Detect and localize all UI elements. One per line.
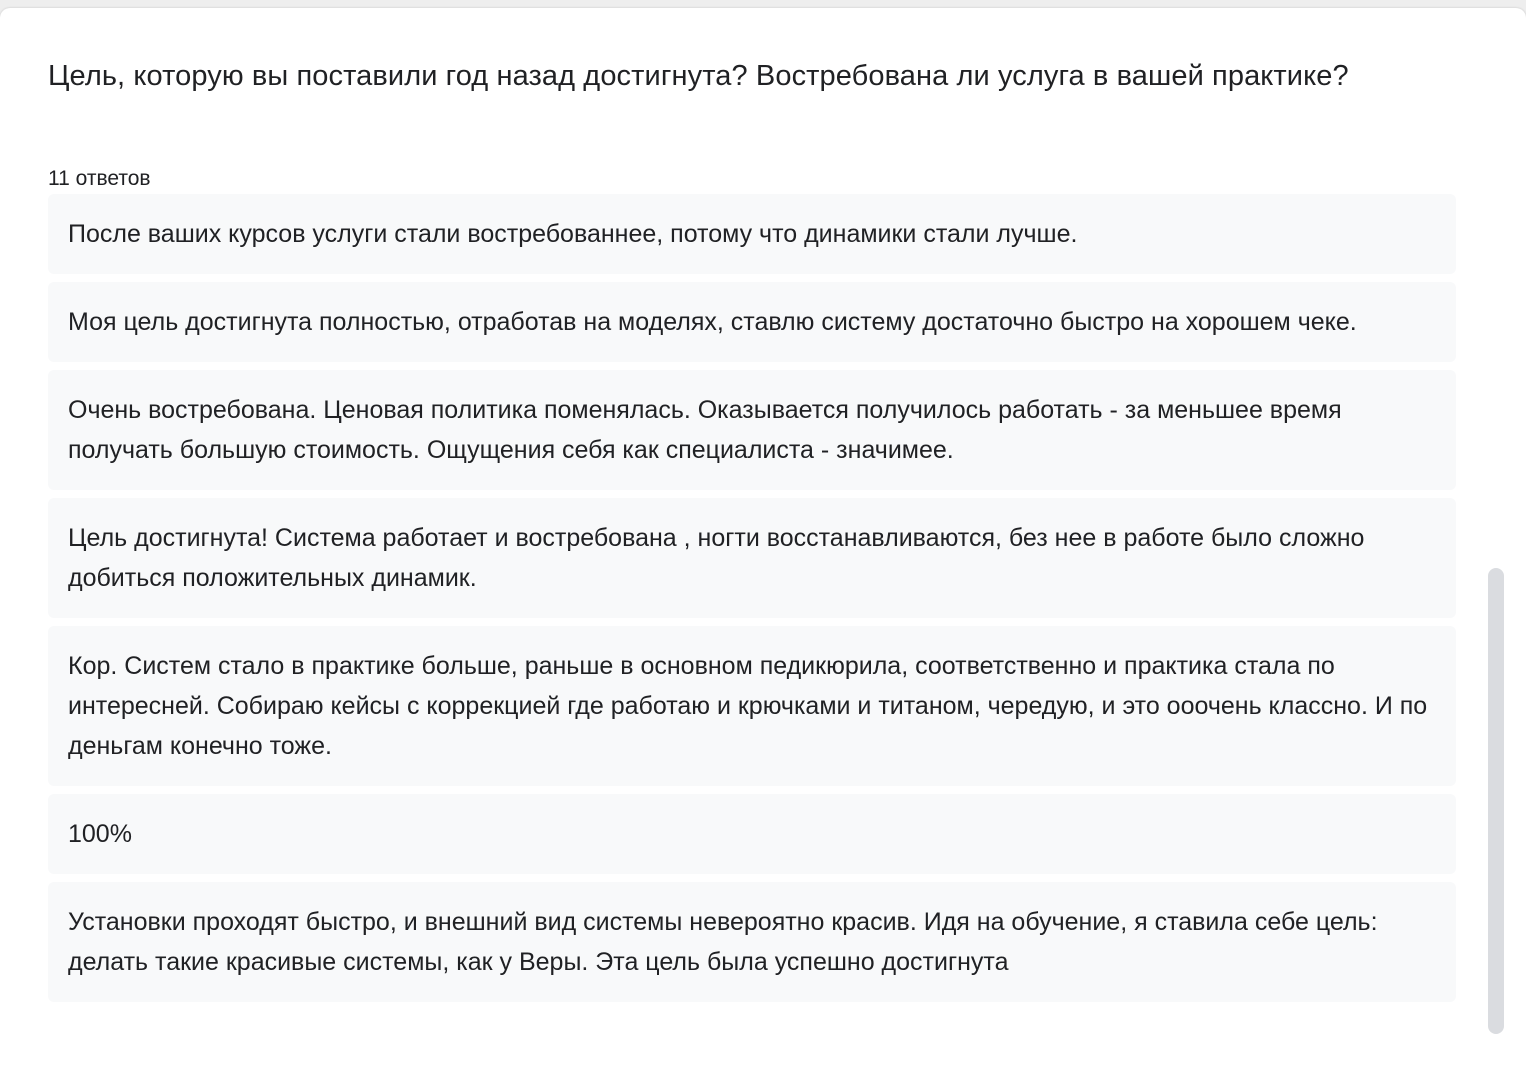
response-count: 11 ответов	[48, 167, 151, 190]
answer-item: Моя цель достигнута полностью, отработав на моделях, ставлю систему достаточно быстро на хорошем чеке.	[48, 282, 1456, 362]
question-title: Цель, которую вы поставили год назад достигнута? Востребована ли услуга в вашей практике?	[48, 60, 1349, 92]
scrollbar-thumb[interactable]	[1488, 568, 1504, 1034]
answer-item: Кор. Систем стало в практике больше, раньше в основном педикюрила, соответственно и практика стала по интересней. Собираю кейсы с коррекцией где работаю и крючками и титаном, чередую, и это ооочень классно. И по деньгам конечно тоже.	[48, 626, 1456, 786]
answer-item: Установки проходят быстро, и внешний вид системы невероятно красив. Идя на обучение, я ставила себе цель: делать такие красивые системы, как у Веры. Эта цель была успешно достигнута	[48, 882, 1456, 1002]
answers-scroll-area[interactable]	[48, 220, 1456, 1080]
answer-item: 100%	[48, 794, 1456, 874]
answers-list	[48, 194, 1456, 1010]
answer-item: После ваших курсов услуги стали востребованнее, потому что динамики стали лучше.	[48, 194, 1456, 274]
answer-item: Очень востребована. Ценовая политика поменялась. Оказывается получилось работать - за меньшее время получать большую стоимость. Ощущения себя как специалиста - значимее.	[48, 370, 1456, 490]
scrollbar[interactable]	[1488, 568, 1504, 1034]
answer-item: Цель достигнута! Система работает и востребована , ногти восстанавливаются, без нее в работе было сложно добиться положительных динамик.	[48, 498, 1456, 618]
question-response-card	[0, 8, 1526, 1080]
